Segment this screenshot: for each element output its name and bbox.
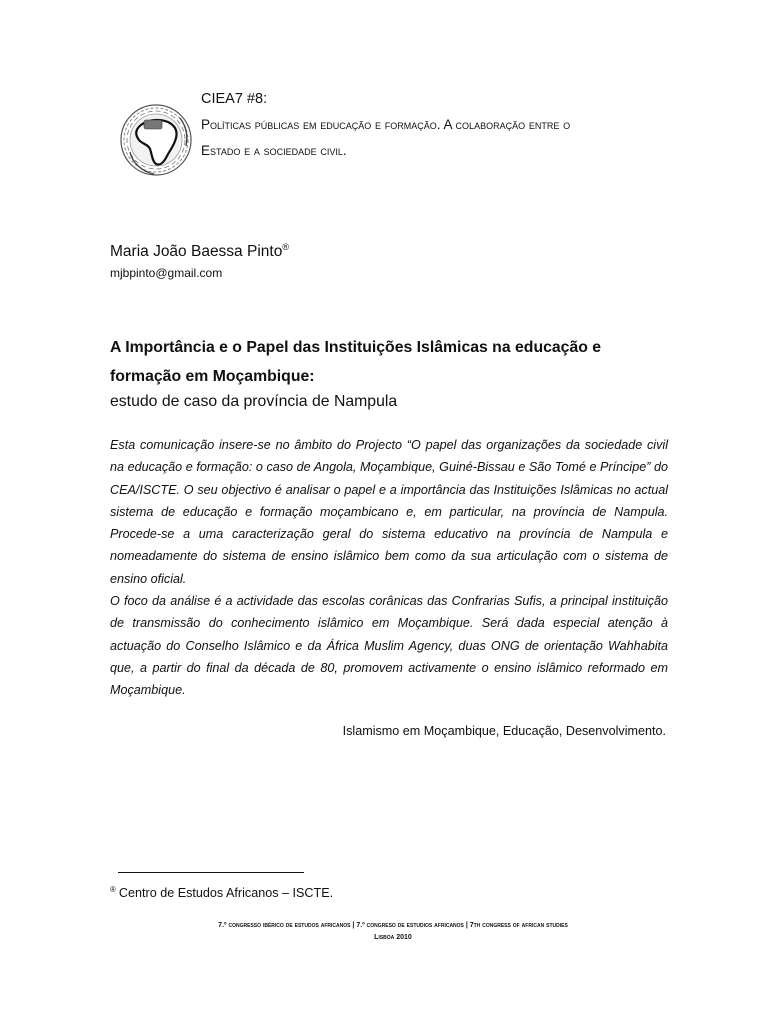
author-footnote-mark: ® bbox=[282, 242, 289, 252]
abstract bbox=[110, 434, 668, 702]
panel-title-line-1: Políticas públicas em educação e formação. A colaboração entre o bbox=[201, 117, 571, 132]
conference-header bbox=[201, 86, 681, 164]
footnote-text: Centro de Estudos Africanos – ISCTE. bbox=[118, 886, 334, 900]
footnote-mark: ® bbox=[110, 885, 116, 894]
author-name-text: Maria João Baessa Pinto bbox=[110, 243, 283, 260]
footnote-divider bbox=[118, 872, 304, 873]
footer-location-line: Lisboa 2010 bbox=[374, 934, 412, 941]
panel-title-line-2: Estado e a sociedade civil. bbox=[201, 143, 347, 158]
paper-title-line-1: A Importância e o Papel das Instituições Islâmicas na educação e bbox=[110, 339, 602, 356]
panel-code: CIEA7 #8: bbox=[201, 91, 268, 107]
footnote bbox=[110, 885, 333, 900]
footer-congress-line: 7.º congresso ibérico de estudos africanos | 7.º congreso de estudios africanos | 7th congress of african studies bbox=[218, 922, 568, 929]
africa-map-icon bbox=[118, 102, 194, 178]
abstract-paragraph-1: Esta comunicação insere-se no âmbito do Projecto “O papel das organizações da sociedade civil na educação e formação: o caso de Angola, Moçambique, Guiné-Bissau e São Tomé e Príncipe” do CEA/ISCTE. O seu objectivo é analisar o papel e a importância das Instituições Islâmicas no actual sistema de educação e formação moçambicano e, em particular, na província de Nampula. Procede-se a uma caracterização geral do sistema educativo na província de Nampula e nomeadamente do sistema de ensino islâmico bem como da sua articulação com o sistema de ensino oficial. bbox=[110, 438, 668, 586]
author-email[interactable]: mjbpinto@gmail.com bbox=[110, 266, 223, 280]
keywords: Islamismo em Moçambique, Educação, Desenvolvimento. bbox=[342, 724, 666, 738]
paper-subtitle: estudo de caso da província de Nampula bbox=[110, 393, 398, 410]
author-name bbox=[110, 242, 289, 261]
paper-title bbox=[110, 333, 670, 391]
abstract-paragraph-2: O foco da análise é a actividade das escolas corânicas das Confrarias Sufis, a principal instituição de transmissão do conhecimento islâmico em Moçambique. Será dada especial atenção à actuação do Conselho Islâmico e da África Muslim Agency, duas ONG de orientação Wahhabita que, a partir do final da década de 80, promovem activamente o ensino islâmico reformado em Moçambique. bbox=[110, 594, 668, 698]
paper-title-line-2: formação em Moçambique: bbox=[110, 368, 315, 385]
page-footer bbox=[0, 920, 768, 944]
